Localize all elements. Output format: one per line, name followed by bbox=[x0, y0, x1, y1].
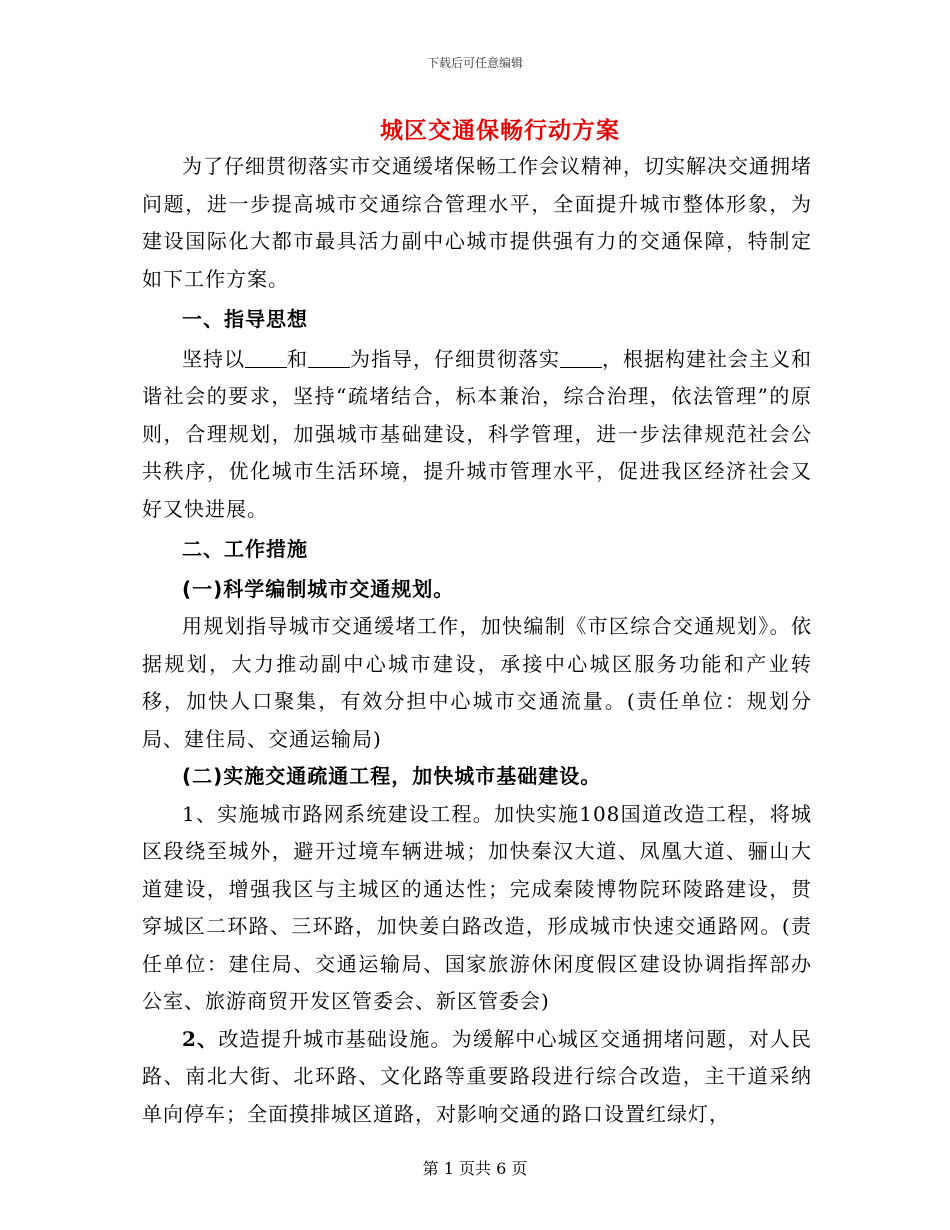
header-note: 下载后可任意编辑 bbox=[426, 56, 523, 70]
guiding-text-3: 为指导，仔细贯彻落实 bbox=[350, 346, 560, 371]
item-number: 2、 bbox=[182, 1026, 219, 1051]
item-road-network bbox=[142, 796, 812, 1021]
fill-blank bbox=[245, 347, 287, 368]
item-infrastructure-upgrade bbox=[142, 1021, 812, 1134]
guiding-text-1: 坚持以 bbox=[182, 346, 245, 371]
fill-blank bbox=[560, 347, 602, 368]
fill-blank bbox=[308, 347, 350, 368]
guiding-thought-paragraph bbox=[142, 341, 812, 529]
page-number: 第 1 页共 6 页 bbox=[422, 1159, 528, 1178]
item-text: 改造提升城市基础设施。为缓解中心城区交通拥堵问题，对人民路、南北大街、北环路、文化路等重要路段进行综合改造，主干道采纳单向停车；全面摸排城区道路，对影响交通的路口设置红绿灯， bbox=[142, 1026, 813, 1126]
section-heading-guiding-thought: 一、指导思想 bbox=[182, 307, 308, 331]
subsection-heading-planning: (一)科学编制城市交通规划。 bbox=[182, 576, 455, 601]
planning-paragraph: 用规划指导城市交通缓堵工作，加快编制《市区综合交通规划》。依据规划，大力推动副中心城市建设，承接中心城区服务功能和产业转移，加快人口聚集，有效分担中心城市交通流量。(责任单位：规划分局、建住局、交通运输局) bbox=[142, 614, 812, 751]
guiding-text-4: ，根据构建社会主义和谐社会的要求，坚持“疏堵结合，标本兼治，综合治理，依法管理”的原则，合理规划，加强城市基础建设，科学管理，进一步法律规范社会公共秩序，优化城市生活环境，提升城市管理水平，促进我区经济社会又好又快进展。 bbox=[142, 346, 812, 521]
item-text: 实施城市路网系统建设工程。加快实施108国道改造工程，将城区段绕至城外，避开过境车辆进城；加快秦汉大道、凤凰大道、骊山大道建设，增强我区与主城区的通达性；完成秦陵博物院环陵路建设，贯穿城区二环路、三环路，加快姜白路改造，形成城市快速交通路网。(责任单位：建住局、交通运输局、国家旅游休闲度假区建设协调指挥部办公室、旅游商贸开发区管委会、新区管委会) bbox=[142, 801, 812, 1013]
item-number: 1、 bbox=[182, 801, 218, 826]
document-title: 城区交通保畅行动方案 bbox=[380, 118, 620, 144]
intro-paragraph: 为了仔细贯彻落实市交通缓堵保畅工作会议精神，切实解决交通拥堵问题，进一步提高城市交通综合管理水平，全面提升城市整体形象，为建设国际化大都市最具活力副中心城市提供强有力的交通保障，特制定如下工作方案。 bbox=[142, 154, 812, 291]
guiding-text-2: 和 bbox=[287, 346, 308, 371]
section-heading-work-measures: 二、工作措施 bbox=[182, 537, 308, 561]
subsection-heading-infrastructure: (二)实施交通疏通工程，加快城市基础建设。 bbox=[182, 764, 602, 788]
document-body bbox=[142, 148, 812, 1133]
